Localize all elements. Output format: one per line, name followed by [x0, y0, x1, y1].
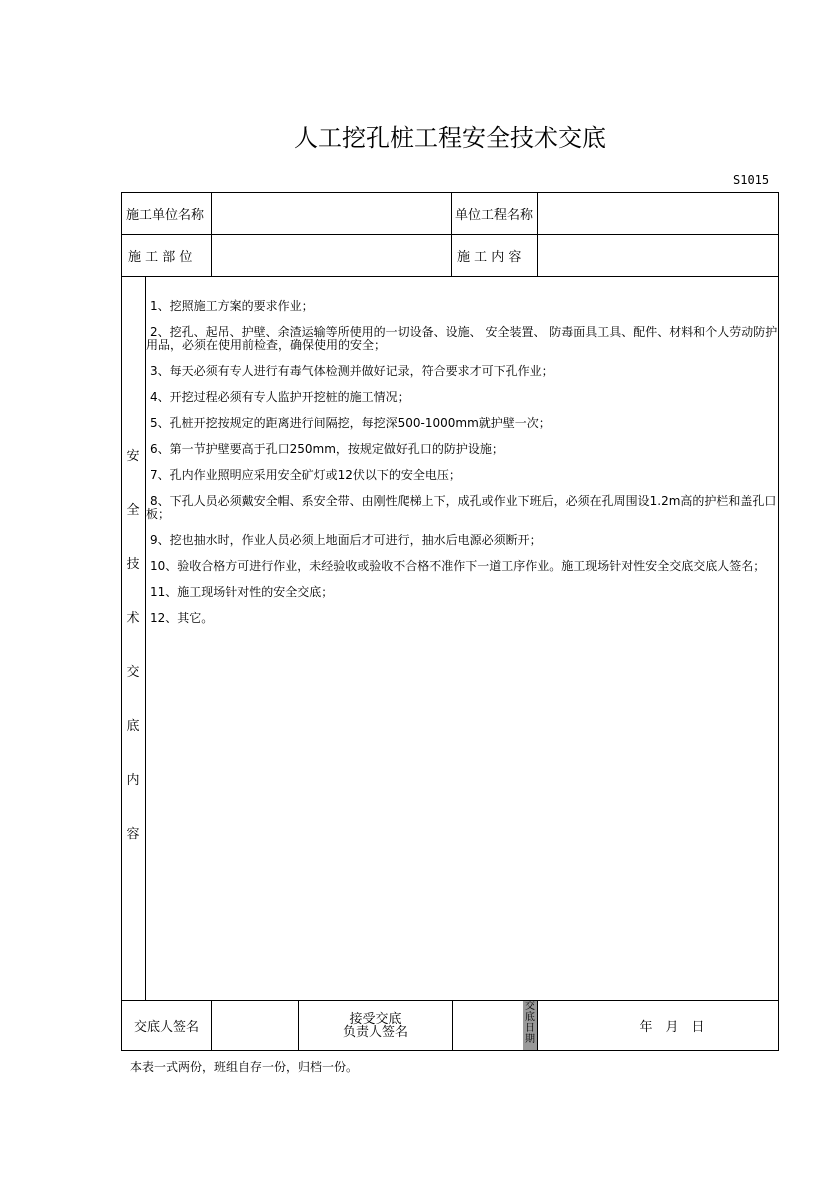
list-item: 8、下孔人员必须戴安全帽、系安全带、由刚性爬梯上下，成孔或作业下班后，必须在孔周围设1.2m高的护栏和盖孔口板； [146, 494, 777, 521]
side-label [121, 445, 145, 877]
project-name-field[interactable] [538, 193, 778, 234]
receiver-signature-field[interactable] [453, 1001, 523, 1050]
side-char: 底 [126, 719, 140, 734]
list-item: 9、挖也抽水时，作业人员必须上地面后才可进行，抽水后电源必须断开； [150, 533, 542, 547]
side-char: 内 [126, 773, 140, 788]
location-field[interactable] [212, 235, 451, 276]
list-item: 7、孔内作业照明应采用安全矿灯或12伏以下的安全电压； [150, 468, 461, 482]
page-title: 人工挖孔桩工程安全技术交底 [294, 124, 606, 152]
side-char: 安 [126, 449, 140, 464]
date-label: 交底日期 [523, 1001, 537, 1050]
side-char: 交 [126, 665, 140, 680]
date-field[interactable]: 年 月 日 [639, 1020, 705, 1035]
form-code: S1015 [733, 173, 770, 187]
list-item: 5、孔桩开挖按规定的距离进行间隔挖，每挖深500-1000mm就护壁一次； [150, 416, 551, 430]
list-item: 11、施工现场针对性的安全交底； [150, 585, 334, 599]
disclosure-items [146, 300, 778, 638]
receiver-label-line1: 接受交底 [349, 1011, 402, 1027]
unit-name-label: 施工单位名称 [126, 208, 205, 223]
list-item: 1、挖照施工方案的要求作业； [150, 299, 314, 313]
side-char: 技 [126, 557, 140, 572]
side-char: 术 [126, 611, 140, 626]
content-label: 施 工 内 容 [457, 250, 522, 265]
side-char: 全 [126, 503, 140, 518]
unit-name-field[interactable] [212, 193, 451, 234]
project-name-label: 单位工程名称 [455, 208, 534, 223]
list-item: 10、验收合格方可进行作业，未经验收或验收不合格不准作下一道工序作业。施工现场针对性安全交底交底人签名； [150, 559, 766, 573]
list-item: 12、其它。 [150, 611, 214, 625]
discloser-signature-field[interactable] [212, 1001, 298, 1050]
location-label: 施 工 部 位 [128, 250, 193, 265]
footnote: 本表一式两份，班组自存一份，归档一份。 [130, 1060, 359, 1074]
list-item: 4、开挖过程必须有专人监护开挖桩的施工情况； [150, 390, 410, 404]
discloser-label: 交底人签名 [133, 1020, 199, 1035]
receiver-label [299, 1001, 452, 1050]
side-char: 容 [126, 827, 140, 842]
list-item: 2、挖孔、起吊、护壁、余渣运输等所使用的一切设备、设施、 安全装置、 防毒面具工具、配件、材料和个人劳动防护用品，必须在使用前检查，确保使用的安全； [146, 325, 778, 352]
list-item: 3、每天必须有专人进行有毒气体检测并做好记录，符合要求才可下孔作业； [150, 364, 554, 378]
receiver-label-line2: 负责人签名 [342, 1024, 408, 1040]
content-field[interactable] [538, 235, 778, 276]
list-item: 6、第一节护壁要高于孔口250mm，按规定做好孔口的防护设施； [150, 442, 504, 456]
